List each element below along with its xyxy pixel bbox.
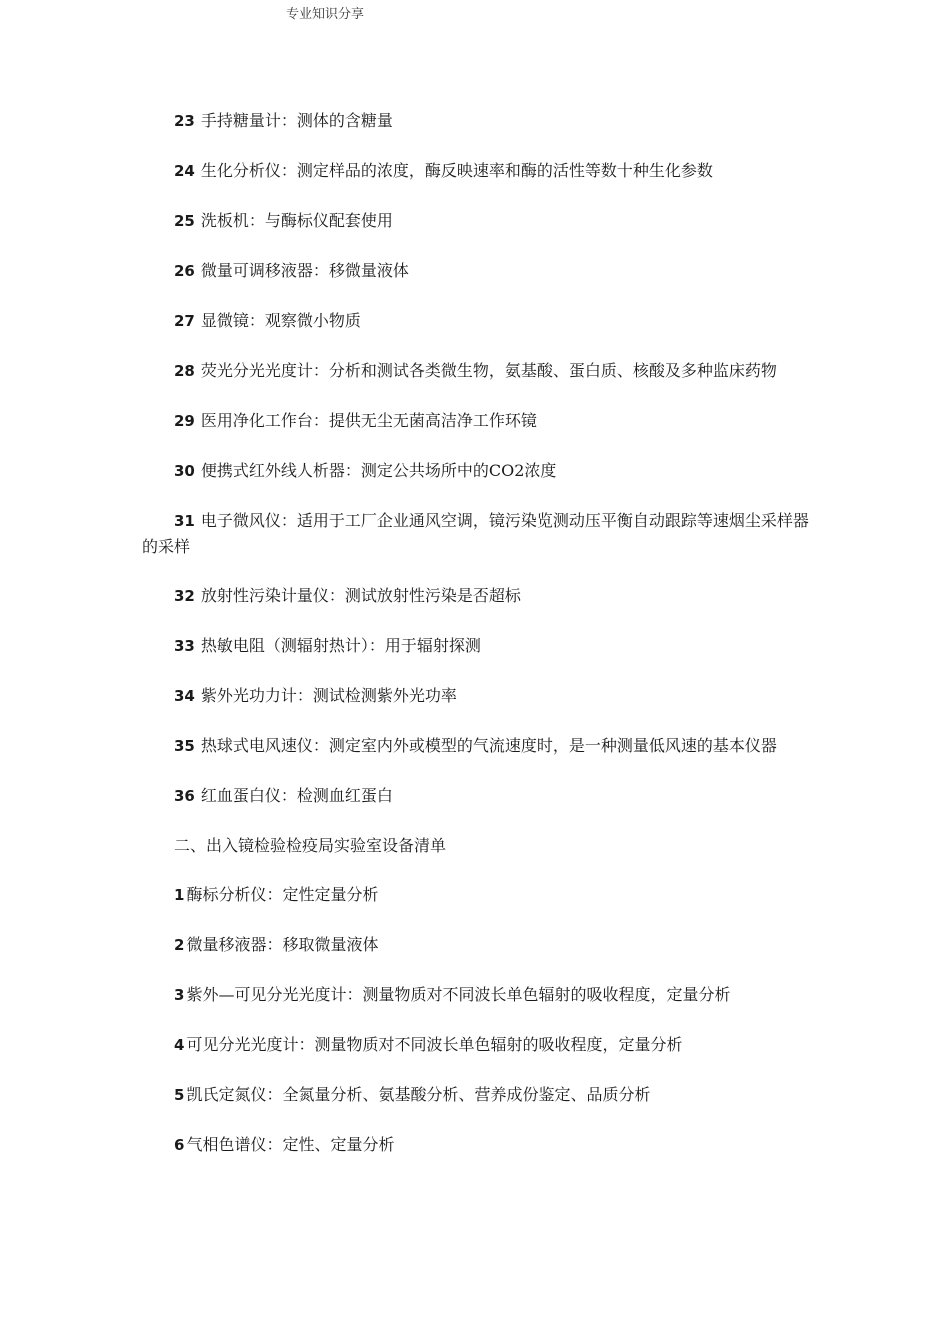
list-item <box>142 1082 810 1108</box>
list-item <box>142 882 810 908</box>
list-item <box>142 208 810 234</box>
item-text: 酶标分析仪：定性定量分析 <box>186 885 379 904</box>
list-item <box>142 458 810 484</box>
item-text: 微量移液器：移取微量液体 <box>186 935 379 954</box>
item-number: 25 <box>174 212 195 230</box>
item-number: 27 <box>174 312 195 330</box>
item-number: 33 <box>174 637 195 655</box>
list-item <box>142 408 810 434</box>
item-text: 可见分光光度计：测量物质对不同波长单色辐射的吸收程度，定量分析 <box>186 1035 683 1054</box>
item-text: 热敏电阻（测辐射热计）：用于辐射探测 <box>200 636 481 655</box>
item-text: 便携式红外线人析器：测定公共场所中的CO2浓度 <box>200 461 557 480</box>
item-number: 32 <box>174 587 195 605</box>
list-item <box>142 358 810 384</box>
list-item <box>142 308 810 334</box>
list-item <box>142 583 810 609</box>
item-text: 电子微风仪：适用于工厂企业通风空调，镜污染览测动压平衡自动跟踪等速烟尘采样器的采样 <box>142 511 809 556</box>
item-text: 医用净化工作台：提供无尘无菌高洁净工作环镜 <box>200 411 537 430</box>
list-item <box>142 733 810 759</box>
item-number: 5 <box>174 1086 185 1104</box>
section-heading: 二、出入镜检验检疫局实验室设备清单 <box>174 836 447 855</box>
list-item <box>142 1132 810 1158</box>
item-number: 1 <box>174 886 185 904</box>
item-text: 微量可调移液器：移微量液体 <box>200 261 409 280</box>
list-item <box>142 932 810 958</box>
item-text: 生化分析仪：测定样品的浓度，酶反映速率和酶的活性等数十种生化参数 <box>200 161 713 180</box>
item-number: 4 <box>174 1036 185 1054</box>
item-text: 显微镜：观察微小物质 <box>200 311 361 330</box>
item-number: 30 <box>174 462 195 480</box>
list-item <box>142 1032 810 1058</box>
list-item <box>142 783 810 809</box>
item-number: 23 <box>174 112 195 130</box>
item-text: 凯氏定氮仪：全氮量分析、氨基酸分析、营养成份鉴定、品质分析 <box>186 1085 651 1104</box>
item-number: 36 <box>174 787 195 805</box>
item-text: 红血蛋白仪：检测血红蛋白 <box>200 786 393 805</box>
list-item <box>142 982 810 1008</box>
item-number: 3 <box>174 986 185 1004</box>
list-item <box>142 158 810 184</box>
item-number: 26 <box>174 262 195 280</box>
item-number: 35 <box>174 737 195 755</box>
item-number: 28 <box>174 362 195 380</box>
item-text: 紫外—可见分光光度计：测量物质对不同波长单色辐射的吸收程度，定量分析 <box>186 985 731 1004</box>
item-text: 放射性污染计量仪：测试放射性污染是否超标 <box>200 586 521 605</box>
item-text: 手持糖量计：测体的含糖量 <box>200 111 393 130</box>
item-number: 6 <box>174 1136 185 1154</box>
page-header-text: 专业知识分享 <box>286 7 365 22</box>
item-number: 24 <box>174 162 195 180</box>
item-text: 荧光分光光度计：分析和测试各类微生物，氨基酸、蛋白质、核酸及多种监床药物 <box>200 361 777 380</box>
list-item <box>142 258 810 284</box>
list-item <box>142 633 810 659</box>
item-number: 34 <box>174 687 195 705</box>
list-item <box>142 108 810 134</box>
item-text: 气相色谱仪：定性、定量分析 <box>186 1135 395 1154</box>
document-body <box>142 108 810 1182</box>
item-number: 31 <box>174 512 195 530</box>
list-item <box>142 508 810 559</box>
item-text: 紫外光功力计：测试检测紫外光功率 <box>200 686 457 705</box>
item-number: 2 <box>174 936 185 954</box>
item-text: 热球式电风速仪：测定室内外或模型的气流速度时，是一种测量低风速的基本仪器 <box>200 736 777 755</box>
item-text: 洗板机：与酶标仪配套使用 <box>200 211 393 230</box>
item-number: 29 <box>174 412 195 430</box>
list-item <box>142 683 810 709</box>
